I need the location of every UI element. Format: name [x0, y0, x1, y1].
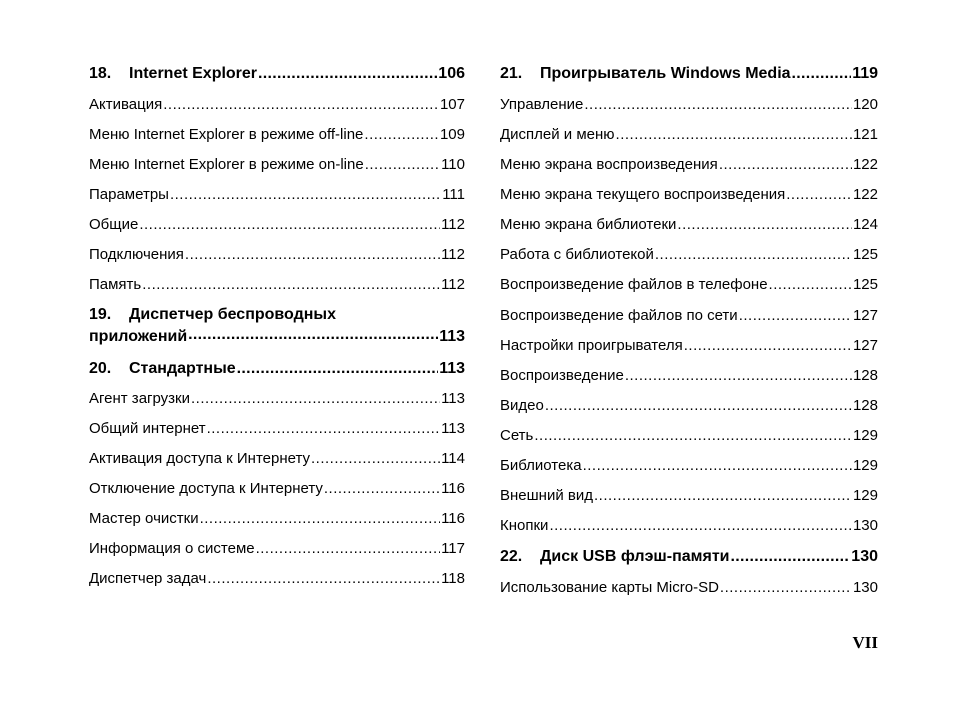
item-title: Общие	[89, 216, 139, 233]
toc-item[interactable]	[500, 96, 878, 114]
item-title: Воспроизведение	[500, 367, 624, 384]
item-title: Дисплей и меню	[500, 126, 615, 143]
toc-section-21[interactable]	[500, 65, 878, 83]
item-title: Меню Internet Explorer в режиме on-line	[89, 156, 364, 173]
leader-dots	[739, 307, 852, 325]
leader-dots	[365, 156, 440, 174]
leader-dots	[594, 487, 852, 505]
page-ref: 113	[441, 390, 465, 407]
page-ref: 129	[852, 457, 878, 474]
toc-section-20[interactable]	[89, 360, 465, 378]
item-title: Общий интернет	[89, 420, 206, 437]
section-number: 19.	[89, 306, 112, 323]
page-ref: 129	[852, 487, 878, 504]
leader-dots	[207, 420, 441, 438]
item-title: Воспроизведение файлов по сети	[500, 307, 738, 324]
leader-dots	[163, 96, 439, 114]
section-title: Стандартные	[129, 360, 236, 377]
leader-dots	[584, 96, 852, 114]
item-title: Агент загрузки	[89, 390, 190, 407]
leader-dots	[207, 570, 440, 588]
toc-item[interactable]	[89, 480, 465, 498]
toc-item[interactable]	[89, 420, 465, 438]
toc-item[interactable]	[89, 156, 465, 174]
item-title: Воспроизведение файлов в телефоне	[500, 276, 768, 293]
leader-dots	[258, 65, 437, 83]
page-ref: 112	[441, 276, 465, 293]
page-ref: 106	[438, 65, 465, 82]
page-ref: 112	[441, 246, 465, 263]
toc-item[interactable]	[89, 216, 465, 234]
toc-item[interactable]	[89, 186, 465, 204]
leader-dots	[719, 156, 852, 174]
page-ref: 113	[441, 420, 465, 437]
section-title-line1: Диспетчер беспроводных	[129, 306, 336, 323]
leader-dots	[769, 276, 852, 294]
leader-dots	[786, 186, 852, 204]
leader-dots	[730, 548, 850, 566]
section-title: Internet Explorer	[129, 65, 258, 82]
leader-dots	[545, 397, 852, 415]
page-ref: 111	[442, 186, 465, 203]
section-number: 18.	[89, 65, 112, 82]
item-title: Настройки проигрывателя	[500, 337, 683, 354]
section-number: 21.	[500, 65, 523, 82]
page-ref: 129	[852, 427, 878, 444]
page-ref: 128	[852, 397, 878, 414]
toc-section-18[interactable]	[89, 65, 465, 83]
page-ref: 122	[852, 156, 878, 173]
item-title: Меню экрана библиотеки	[500, 216, 677, 233]
toc-item[interactable]	[89, 96, 465, 114]
toc-item[interactable]	[89, 126, 465, 144]
page-ref: 121	[852, 126, 878, 143]
item-title: Отключение доступа к Интернету	[89, 480, 323, 497]
toc-item[interactable]	[89, 390, 465, 408]
item-title: Кнопки	[500, 517, 549, 534]
leader-dots	[200, 510, 441, 528]
leader-dots	[364, 126, 439, 144]
page-ref: 120	[852, 96, 878, 113]
leader-dots	[142, 276, 440, 294]
leader-dots	[185, 246, 440, 264]
toc-item[interactable]	[500, 457, 878, 475]
page-ref: 116	[441, 480, 465, 497]
toc-item[interactable]	[500, 337, 878, 355]
leader-dots	[720, 579, 852, 597]
page-ref: 124	[852, 216, 878, 233]
page-ref: 112	[441, 216, 465, 233]
item-title: Активация	[89, 96, 163, 113]
toc-item[interactable]	[500, 397, 878, 415]
page-ref: 117	[441, 540, 465, 557]
item-title: Параметры	[89, 186, 169, 203]
item-title: Меню экрана воспроизведения	[500, 156, 718, 173]
toc-item[interactable]	[89, 540, 465, 558]
section-title: Проигрыватель Windows Media	[540, 65, 791, 82]
leader-dots	[311, 450, 440, 468]
leader-dots	[684, 337, 852, 355]
leader-dots	[625, 367, 852, 385]
toc-item[interactable]	[500, 186, 878, 204]
toc-item[interactable]	[500, 276, 878, 294]
toc-item[interactable]	[89, 450, 465, 468]
toc-item[interactable]	[500, 126, 878, 144]
page-ref: 127	[852, 337, 878, 354]
toc-item[interactable]	[500, 427, 878, 445]
page-ref: 113	[439, 360, 465, 377]
page-ref: 110	[441, 156, 465, 173]
toc-item[interactable]	[500, 579, 878, 597]
leader-dots	[792, 65, 852, 83]
item-title: Видео	[500, 397, 544, 414]
item-title: Мастер очистки	[89, 510, 199, 527]
item-title: Сеть	[500, 427, 534, 444]
item-title: Работа с библиотекой	[500, 246, 654, 263]
page-ref: 107	[439, 96, 465, 113]
section-number: 20.	[89, 360, 112, 377]
toc-item[interactable]	[500, 246, 878, 264]
toc-item[interactable]	[500, 156, 878, 174]
page-ref: 130	[852, 517, 878, 534]
toc-item[interactable]	[500, 367, 878, 385]
item-title: Информация о системе	[89, 540, 255, 557]
page-ref: 130	[851, 548, 878, 565]
item-title: Меню Internet Explorer в режиме off-line	[89, 126, 364, 143]
toc-item[interactable]	[89, 276, 465, 294]
item-title: Меню экрана текущего воспроизведения	[500, 186, 786, 203]
leader-dots	[616, 126, 852, 144]
page-ref: 122	[852, 186, 878, 203]
leader-dots	[655, 246, 852, 264]
item-title: Управление	[500, 96, 584, 113]
item-title: Внешний вид	[500, 487, 593, 504]
leader-dots	[170, 186, 441, 204]
page-ref: 119	[852, 65, 878, 82]
item-title: Использование карты Micro-SD	[500, 579, 719, 596]
leader-dots	[237, 360, 439, 378]
page-ref: 128	[852, 367, 878, 384]
leader-dots	[324, 480, 440, 498]
toc-item[interactable]	[500, 517, 878, 535]
item-title: Подключения	[89, 246, 184, 263]
toc-item[interactable]	[89, 510, 465, 528]
leader-dots	[549, 517, 852, 535]
page-number: VII	[852, 633, 878, 652]
page-ref: 125	[852, 276, 878, 293]
toc-section-19[interactable]	[89, 304, 465, 348]
leader-dots	[191, 390, 440, 408]
page-ref: 125	[852, 246, 878, 263]
item-title: Активация доступа к Интернету	[89, 450, 311, 467]
item-title: Память	[89, 276, 142, 293]
leader-dots	[583, 457, 852, 475]
item-title: Диспетчер задач	[89, 570, 207, 587]
toc-item[interactable]	[500, 307, 878, 325]
toc-item[interactable]	[500, 487, 878, 505]
toc-item[interactable]	[500, 216, 878, 234]
section-title-line2: приложений	[89, 328, 188, 345]
leader-dots	[188, 328, 438, 348]
page-ref: 114	[441, 450, 465, 467]
leader-dots	[139, 216, 440, 234]
toc-item[interactable]	[89, 570, 465, 588]
leader-dots	[677, 216, 852, 234]
leader-dots	[256, 540, 440, 558]
item-title: Библиотека	[500, 457, 582, 474]
page-ref: 109	[439, 126, 465, 143]
leader-dots	[534, 427, 852, 445]
page-ref: 127	[852, 307, 878, 324]
page-ref: 130	[852, 579, 878, 596]
section-title: Диск USB флэш-памяти	[540, 548, 730, 565]
section-number: 22.	[500, 548, 523, 565]
toc-section-22[interactable]	[500, 548, 878, 566]
page-ref: 113	[439, 328, 465, 345]
toc-item[interactable]	[89, 246, 465, 264]
page-ref: 118	[441, 570, 465, 587]
page-ref: 116	[441, 510, 465, 527]
